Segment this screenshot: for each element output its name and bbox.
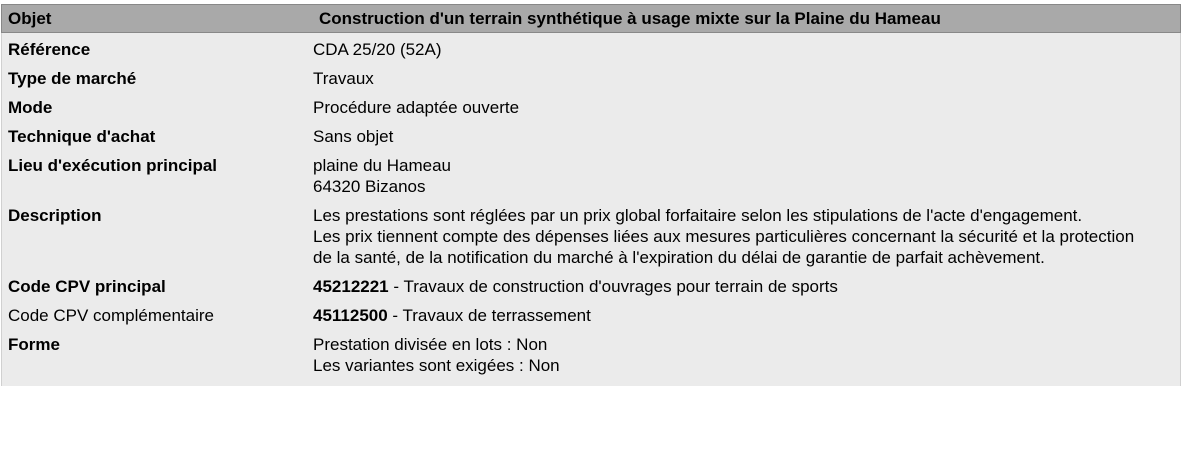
cpv-code: 45112500 xyxy=(313,306,388,325)
description-paragraph-1: Les prestations sont réglées par un prix global forfaitaire selon les stipulations de l'acte d'engagement. xyxy=(313,206,1083,225)
row-value xyxy=(311,334,1180,376)
row-label: Forme xyxy=(8,335,60,354)
row-value: Travaux xyxy=(313,69,374,88)
row-label: Mode xyxy=(8,98,53,117)
forme-line-2: Les variantes sont exigées : Non xyxy=(313,356,560,375)
row-technique xyxy=(2,122,1180,151)
cpv-text: - Travaux de construction d'ouvrages pour terrain de sports xyxy=(388,277,838,296)
row-label: Référence xyxy=(8,40,91,59)
row-label: Code CPV principal xyxy=(8,277,166,296)
row-cpv-principal xyxy=(2,272,1180,301)
cpv-code: 45212221 xyxy=(313,277,389,296)
procurement-details-table xyxy=(1,4,1181,386)
forme-line-1: Prestation divisée en lots : Non xyxy=(313,335,548,354)
header-label: Objet xyxy=(8,8,52,28)
row-label: Description xyxy=(8,206,102,225)
row-description xyxy=(2,201,1180,272)
row-value xyxy=(311,305,1180,326)
row-value xyxy=(311,155,1180,197)
row-value: CDA 25/20 (52A) xyxy=(313,40,442,59)
table-body xyxy=(1,33,1181,386)
cpv-text: - Travaux de terrassement xyxy=(387,306,591,325)
header-value: Construction d'un terrain synthétique à usage mixte sur la Plaine du Hameau xyxy=(319,8,941,28)
row-lieu xyxy=(2,151,1180,201)
row-value xyxy=(311,276,1180,297)
row-value: Procédure adaptée ouverte xyxy=(313,98,520,117)
row-label: Technique d'achat xyxy=(8,127,156,146)
row-type-marche xyxy=(2,64,1180,93)
table-header xyxy=(1,4,1181,33)
lieu-line-1: plaine du Hameau xyxy=(313,156,451,175)
row-label: Code CPV complémentaire xyxy=(8,306,214,325)
row-mode xyxy=(2,93,1180,122)
row-value xyxy=(311,205,1180,268)
row-label: Lieu d'exécution principal xyxy=(8,156,218,175)
row-value: Sans objet xyxy=(313,127,394,146)
description-paragraph-2: Les prix tiennent compte des dépenses liées aux mesures particulières concernant la sécurité et la protection de la santé, de la notification du marché à l'expiration du délai de garantie de parfait achèvement. xyxy=(313,227,1135,267)
lieu-line-2: 64320 Bizanos xyxy=(313,177,426,196)
row-forme xyxy=(2,330,1180,380)
row-label: Type de marché xyxy=(8,69,137,88)
row-cpv-complementaire xyxy=(2,301,1180,330)
row-reference xyxy=(2,35,1180,64)
